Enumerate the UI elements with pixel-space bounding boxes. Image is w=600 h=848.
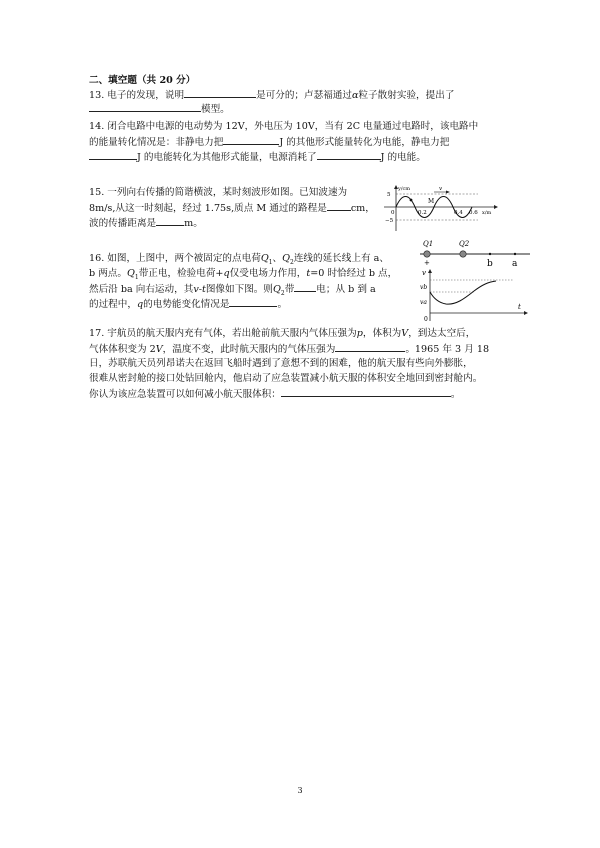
q16-q2-again: Q [273, 284, 281, 295]
vt-t-arrow-icon [524, 311, 528, 315]
q14-blank-2[interactable] [89, 150, 137, 160]
q16-text-f: =0 时恰经过 b 点， [310, 268, 398, 279]
q16-q2: Q [282, 253, 290, 264]
q13-blank-2[interactable] [89, 102, 201, 112]
q14-text-c: J 的电能转化为其他形式能量，电源消耗了 [137, 152, 317, 163]
question-17-line-5 [89, 387, 460, 402]
charge-q2 [460, 251, 466, 257]
q14-text-b: J 的其他形式能量转化为电能，静电力把 [279, 137, 450, 148]
q15-text-a: 8m/s,从这一时刻起，经过 1.75s,质点 M 通过的路程是 [89, 203, 327, 214]
q16-blank-2[interactable] [229, 297, 277, 307]
q16-vt: v-t [193, 284, 206, 295]
q16-text-e: 仅受电场力作用， [229, 268, 307, 279]
wave-y-tick-top: 5 [387, 192, 391, 198]
wave-x-tick-3: 0.6 [469, 210, 478, 216]
wave-point-m [410, 199, 413, 202]
q16-text-a: 16. 如图，上图中，两个被固定的点电荷 [89, 253, 261, 264]
vt-v-label: v [422, 269, 426, 277]
q16-sep: 、 [272, 253, 283, 264]
question-16-line-4 [89, 297, 287, 312]
point-b-label: b [487, 259, 493, 269]
q16-text-m: 。 [277, 299, 288, 310]
question-17-line-4: 很难从密封舱的接口处钻回舱内，他启动了应急装置减小航天服的体积安全地回到密封舱内。 [89, 373, 483, 384]
q17-p: p [356, 328, 363, 339]
point-a-label: a [512, 259, 518, 269]
q17-v-again: V [155, 344, 163, 355]
q16-text-k: 的过程中， [89, 299, 137, 310]
charges-vt-figure [418, 235, 532, 323]
q16-q1: Q [260, 253, 269, 264]
wave-point-label: M [428, 198, 435, 205]
charge-q1-label: Q1 [423, 240, 434, 248]
question-17-line-3: 日，苏联航天员列昂诺夫在返回飞船时遇到了意想不到的困难，他的航天服有些向外膨胀， [89, 358, 473, 369]
q16-text-b: 连线的延长线上有 a、 [293, 253, 389, 264]
q17-text-a: 17. 宇航员的航天服内充有气体，若出舱前航天服内气体压强为 [89, 328, 357, 339]
wave-x-label: x/m [482, 210, 492, 216]
vt-t-label: t [518, 303, 521, 311]
q17-text-e: ，温度不变，此时航天服内的气体压强为 [162, 344, 336, 355]
q16-text-g: 然后沿 ba 向右运动，其 [89, 284, 194, 295]
q16-blank-1[interactable] [294, 282, 316, 292]
q17-text-g: 你认为该应急装置可以如何减小航天服体积： [89, 389, 281, 400]
q17-text-f: 。1965 年 3 月 18 [405, 344, 490, 355]
q16-t: t [306, 268, 311, 279]
q16-text-c: b 两点。 [89, 268, 127, 279]
wave-x-tick-0: 0 [391, 210, 395, 216]
question-14-line-3 [89, 150, 426, 165]
q13-text-d: 模型。 [201, 104, 230, 115]
q16-text-j: 电；从 b 到 a [316, 284, 376, 295]
q16-text-h: 图像如下图。则 [205, 284, 273, 295]
q17-v: V [401, 328, 409, 339]
vt-vb-label: vb [420, 284, 428, 291]
vt-va-label: va [420, 299, 427, 306]
q15-blank-1[interactable] [327, 201, 351, 211]
wave-x-tick-1: 0.2 [418, 210, 427, 216]
vt-curve [430, 281, 496, 304]
charge-q2-label: Q2 [459, 240, 470, 248]
wave-velocity-label: v [439, 186, 443, 192]
q16-q1-sub: 1 [268, 258, 273, 266]
q16-q1-again: Q [126, 268, 135, 279]
vt-origin-label: 0 [424, 316, 428, 323]
q15-text-b: cm， [350, 203, 375, 214]
q13-text-b: 是可分的；卢瑟福通过 [256, 90, 352, 101]
q15-text-d: m。 [184, 218, 203, 229]
section-heading: 二、填空题（共 20 分） [89, 75, 196, 86]
q17-blank-2[interactable] [281, 387, 451, 397]
q14-text-a: 的能量转化情况是：非静电力把 [89, 137, 224, 148]
charge-q1 [424, 251, 430, 257]
q14-text-d: J 的电能。 [380, 152, 426, 163]
question-17-line-1 [89, 327, 475, 341]
question-15-line-2 [89, 201, 375, 216]
wave-y-tick-bottom: −5 [385, 218, 394, 224]
q16-q-again: q [136, 299, 144, 310]
question-14-line-2 [89, 135, 449, 150]
q13-text-a: 13. 电子的发现，说明 [89, 90, 185, 101]
q17-text-b: ，体积为 [362, 328, 402, 339]
wave-x-arrow-icon [494, 205, 498, 209]
question-13-line-1 [89, 88, 454, 103]
wave-graph [382, 183, 500, 233]
q13-blank-1[interactable] [184, 88, 256, 98]
q16-text-l: 的电势能变化情况是 [143, 299, 230, 310]
q17-text-h: 。 [450, 389, 461, 400]
q17-text-d: 气体体积变为 2 [89, 344, 156, 355]
question-15-line-3 [89, 216, 203, 231]
q15-text-c: 波的传播距离是 [89, 218, 157, 229]
q13-text-c: 粒子散射实验，提出了 [358, 90, 455, 101]
charge-q1-sign: + [424, 259, 430, 267]
wave-velocity-arrowhead-icon [446, 191, 450, 194]
q15-blank-2[interactable] [156, 216, 184, 226]
q13-alpha: α [352, 90, 359, 101]
question-15-line-1: 15. 一列向右传播的简谐横波，某时刻波形如图。已知波速为 [89, 187, 348, 198]
q16-q1-again-sub: 1 [134, 273, 139, 281]
page-number: 3 [297, 786, 303, 795]
q16-q2-again-sub: 2 [280, 289, 285, 297]
q16-q: q [223, 268, 230, 279]
q14-blank-1[interactable] [223, 135, 279, 145]
q17-blank-1[interactable] [335, 342, 405, 352]
q16-text-i: 带 [284, 284, 295, 295]
point-b [489, 253, 491, 255]
wave-x-tick-2: 0.4 [454, 210, 463, 216]
vt-v-arrow-icon [428, 269, 432, 273]
point-a [514, 253, 516, 255]
q16-text-d: 带正电，检验电荷+ [138, 268, 224, 279]
q14-blank-3[interactable] [317, 150, 381, 160]
q16-q2-sub: 2 [289, 258, 294, 266]
question-17-line-2 [89, 342, 489, 357]
wave-y-label: y/cm [398, 186, 411, 192]
question-14-line-1: 14. 闭合电路中电源的电动势为 12V，外电压为 10V，当有 2C 电量通过电路时，该电路中 [89, 121, 479, 132]
q17-text-c: ，到达太空后， [408, 328, 476, 339]
question-13-line-2 [89, 102, 230, 117]
